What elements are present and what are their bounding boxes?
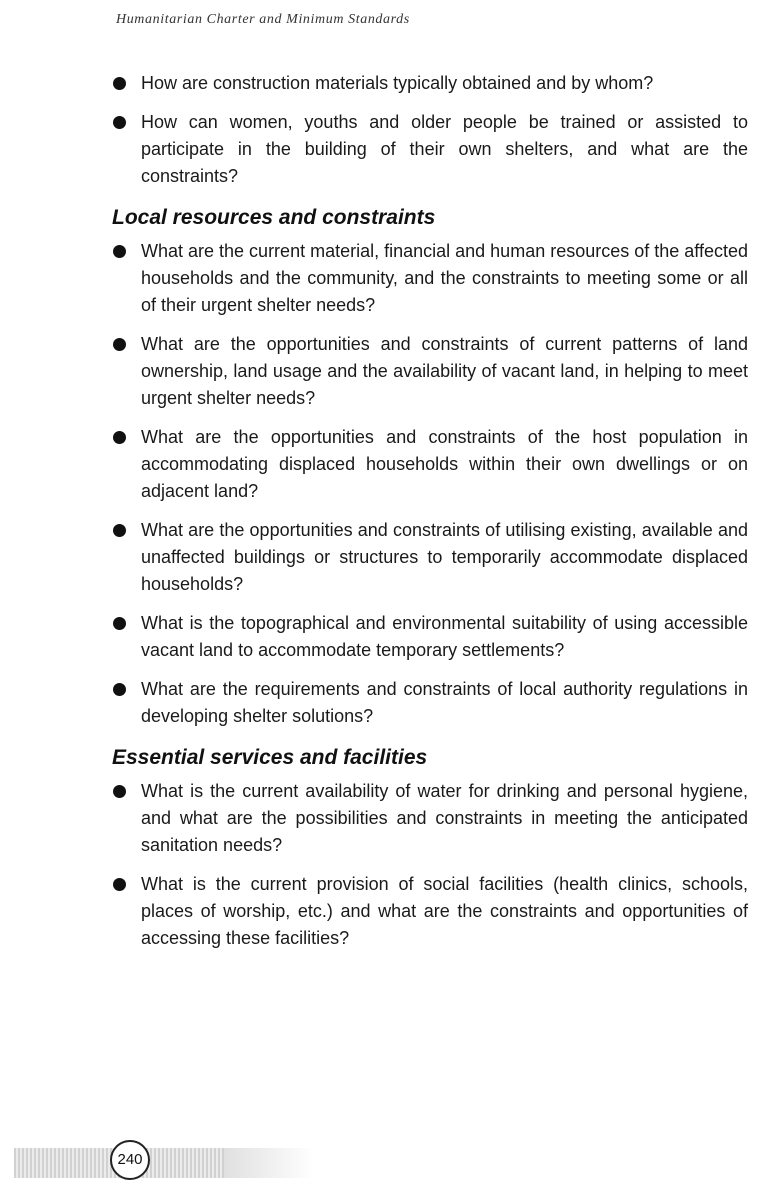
question-text: What are the current material, financial and human resources of the affected households and the community, and the constraints to meeting some or all of their urgent shelter needs?: [141, 241, 748, 315]
list-item: [112, 109, 748, 190]
bullet-icon: [113, 617, 126, 630]
page-number: 240: [110, 1140, 150, 1180]
question-text: What is the topographical and environmental suitability of using accessible vacant land to accommodate temporary settlements?: [141, 613, 748, 660]
list-item: [112, 70, 748, 97]
running-head: Humanitarian Charter and Minimum Standards: [116, 12, 410, 27]
section-heading: Essential services and facilities: [112, 746, 428, 769]
question-list: [112, 778, 748, 952]
list-item: [112, 238, 748, 319]
bullet-icon: [113, 683, 126, 696]
list-item: [112, 424, 748, 505]
list-item: [112, 871, 748, 952]
section-heading: Local resources and constraints: [112, 206, 436, 229]
page-body: [112, 70, 748, 964]
list-item: [112, 778, 748, 859]
question-text: What are the opportunities and constraints of the host population in accommodating displaced households within their own dwellings or on adjacent land?: [141, 427, 748, 501]
bullet-icon: [113, 116, 126, 129]
list-item: [112, 676, 748, 730]
list-item: [112, 331, 748, 412]
bullet-icon: [113, 245, 126, 258]
bullet-icon: [113, 524, 126, 537]
question-text: How are construction materials typically obtained and by whom?: [141, 73, 654, 93]
footer-texture-fade: [224, 1148, 314, 1178]
bullet-icon: [113, 77, 126, 90]
bullet-icon: [113, 431, 126, 444]
section-essential-services: [112, 744, 748, 952]
question-text: What is the current provision of social facilities (health clinics, schools, places of worship, etc.) and what are the constraints and opportunities of accessing these facilities?: [141, 874, 748, 948]
list-item: [112, 610, 748, 664]
intro-question-list: [112, 70, 748, 190]
question-text: How can women, youths and older people be trained or assisted to participate in the building of their own shelters, and what are the constraints?: [141, 112, 748, 186]
bullet-icon: [113, 785, 126, 798]
page-footer: [14, 1138, 314, 1182]
bullet-icon: [113, 878, 126, 891]
question-text: What are the opportunities and constraints of current patterns of land ownership, land usage and the availability of vacant land, in helping to meet urgent shelter needs?: [141, 334, 748, 408]
section-local-resources: [112, 204, 748, 730]
bullet-icon: [113, 338, 126, 351]
question-list: [112, 238, 748, 730]
list-item: [112, 517, 748, 598]
question-text: What is the current availability of water for drinking and personal hygiene, and what are the possibilities and constraints in meeting the anticipated sanitation needs?: [141, 781, 748, 855]
question-text: What are the opportunities and constraints of utilising existing, available and unaffected buildings or structures to temporarily accommodate displaced households?: [141, 520, 748, 594]
question-text: What are the requirements and constraints of local authority regulations in developing shelter solutions?: [141, 679, 748, 726]
